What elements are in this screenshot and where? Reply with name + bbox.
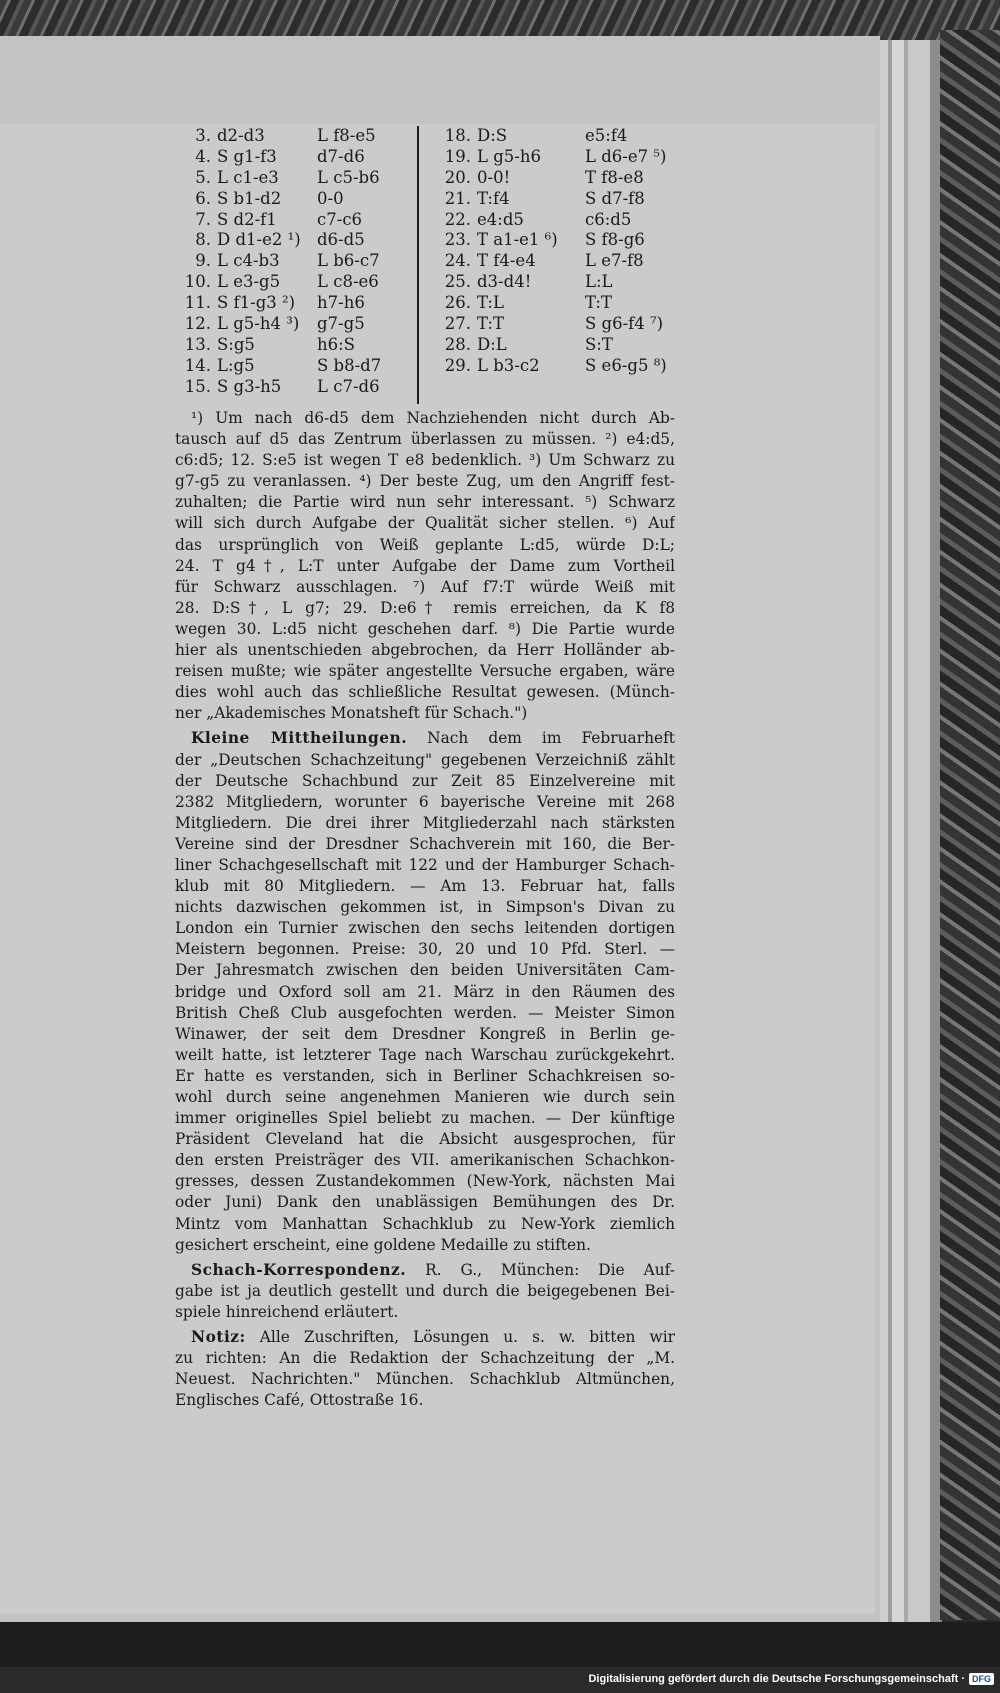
note-line: will sich durch Aufgabe der Qualität sicher stellen. ⁶) Auf	[175, 514, 675, 533]
white-move: T a1-e1 ⁶)	[477, 230, 558, 250]
white-move: L c4-b3	[217, 251, 280, 271]
correspondence-heading: Schach-Korrespondenz.	[191, 1260, 407, 1279]
correspondence-line: gabe ist ja deutlich gestellt und durch die beigegebenen Bei-	[175, 1281, 675, 1300]
white-move: D d1-e2 ¹)	[217, 230, 301, 250]
news-line: gresses, dessen Zustandekommen (New-York, nächsten Mai	[175, 1172, 675, 1191]
move-row	[175, 335, 417, 356]
black-move: c7-c6	[317, 209, 363, 229]
white-move: S:g5	[217, 334, 255, 354]
white-move: S b1-d2	[217, 188, 282, 208]
black-move: L d6-e7 ⁵)	[585, 146, 667, 166]
black-move: h6:S	[317, 334, 355, 354]
move-row	[425, 147, 665, 168]
white-move: L g5-h6	[477, 146, 541, 166]
white-move: L:g5	[217, 355, 255, 375]
news-line: Mintz vom Manhattan Schachklub zu New-York ziemlich	[175, 1214, 675, 1233]
move-number: 10.	[184, 272, 211, 292]
move-number: 20.	[444, 167, 471, 187]
moves-right-column	[425, 126, 665, 377]
notice-section	[175, 1327, 675, 1411]
page-edges	[880, 40, 942, 1622]
black-move: S b8-d7	[317, 355, 382, 375]
move-row	[425, 126, 665, 147]
white-move: 0-0!	[477, 167, 511, 187]
news-first-line	[175, 728, 675, 749]
white-move: L c1-e3	[217, 167, 279, 187]
move-number: 13.	[184, 334, 211, 354]
white-move: T f4-e4	[477, 251, 536, 271]
black-move: T f8-e8	[585, 167, 644, 187]
black-move: L b6-c7	[317, 251, 380, 271]
note-line: zuhalten; die Partie wird nun sehr interessant. ⁵) Schwarz	[175, 493, 675, 512]
notice-line: Englisches Café, Ottostraße 16.	[175, 1391, 424, 1410]
notice-line: Neuest. Nachrichten." München. Schachklub Altmünchen,	[175, 1370, 675, 1389]
move-row	[175, 272, 417, 293]
news-line: 2382 Mitgliedern, worunter 6 bayerische Vereine mit 268	[175, 792, 675, 811]
move-number: 18.	[444, 126, 471, 145]
news-line: weilt hatte, ist letzterer Tage nach Warschau zurückgekehrt.	[175, 1045, 675, 1064]
move-number: 24.	[444, 251, 471, 271]
black-move: S d7-f8	[585, 188, 645, 208]
move-number: 28.	[444, 334, 471, 354]
move-number: 14.	[184, 355, 211, 375]
move-number: 23.	[444, 230, 471, 250]
black-move: d7-d6	[317, 146, 365, 166]
news-line: Vereine sind der Dresdner Schachverein mit 160, die Ber-	[175, 834, 675, 853]
white-move: d2-d3	[217, 126, 265, 145]
black-move: S:T	[585, 334, 613, 354]
news-line: wohl durch seine angenehmen Manieren wie durch sein	[175, 1088, 675, 1106]
white-move: D:S	[477, 126, 508, 145]
move-number: 7.	[195, 209, 211, 229]
move-number: 8.	[195, 230, 211, 250]
black-move: L c7-d6	[317, 376, 380, 396]
move-table	[175, 126, 675, 404]
credit-text: Digitalisierung gefördert durch die Deutsche Forschungsgemeinschaft ·	[588, 1673, 965, 1685]
news-line: Er hatte es verstanden, sich in Berliner Schachkreisen so-	[175, 1066, 675, 1085]
move-row	[175, 377, 417, 398]
move-number: 21.	[444, 188, 471, 208]
news-heading: Kleine Mittheilungen.	[191, 729, 408, 748]
news-line: klub mit 80 Mitgliedern. — Am 13. Februar hat, falls	[175, 877, 675, 896]
note-line: 24. T g4†, L:T unter Aufgabe der Dame zum Vortheil	[175, 556, 675, 575]
move-row	[175, 251, 417, 272]
move-row	[175, 126, 417, 147]
black-move: e5:f4	[585, 126, 628, 145]
move-row	[175, 293, 417, 314]
move-number: 29.	[444, 355, 471, 375]
game-notes	[175, 408, 675, 724]
news-section	[175, 728, 675, 1255]
note-line: ner „Akademisches Monatsheft für Schach.")	[175, 704, 528, 723]
news-line: den ersten Preisträger des VII. amerikanischen Schachkon-	[175, 1151, 675, 1170]
book-cover-right	[940, 30, 1000, 1620]
move-number: 26.	[444, 293, 471, 313]
black-move: d6-d5	[317, 230, 365, 250]
move-row	[425, 210, 665, 231]
note-line: c6:d5; 12. S:e5 ist wegen T e8 bedenklich. ³) Um Schwarz zu	[175, 451, 675, 470]
move-row	[175, 314, 417, 335]
black-move: L c8-e6	[317, 272, 379, 292]
news-line: gesichert erscheint, eine goldene Medaille zu stiften.	[175, 1235, 591, 1254]
move-row	[175, 168, 417, 189]
news-line: oder Juni) Dank den unablässigen Bemühungen des Dr.	[175, 1193, 675, 1212]
note-line: 28. D:S†, L g7; 29. D:e6† remis erreichen, da K f8	[175, 598, 675, 617]
move-number: 12.	[184, 314, 211, 334]
black-move: 0-0	[317, 188, 344, 208]
move-number: 19.	[444, 146, 471, 166]
news-line: nichts dazwischen gekommen ist, in Simpson's Divan zu	[175, 898, 675, 917]
correspondence-first-line	[175, 1260, 675, 1281]
move-row	[425, 314, 665, 335]
black-move: S f8-g6	[585, 230, 645, 250]
move-row	[425, 272, 665, 293]
news-line: London ein Turnier zwischen den sechs leitenden dortigen	[175, 919, 675, 938]
black-move: L f8-e5	[317, 126, 376, 145]
note-line: reisen mußte; wie später angestellte Versuche ergaben, wäre	[175, 662, 675, 681]
move-row	[175, 210, 417, 231]
book-cover-bottom	[0, 1622, 1000, 1667]
page-text	[175, 126, 675, 1411]
black-move: S g6-f4 ⁷)	[585, 314, 664, 334]
move-row	[425, 230, 665, 251]
note-line: g7-g5 zu veranlassen. ⁴) Der beste Zug, um den Angriff fest-	[175, 472, 675, 491]
black-move: T:T	[585, 293, 612, 313]
move-number: 5.	[195, 167, 211, 187]
news-line: Winawer, der seit dem Dresdner Kongreß in Berlin ge-	[175, 1024, 675, 1043]
white-move: L e3-g5	[217, 272, 281, 292]
news-line: Präsident Cleveland hat die Absicht ausgesprochen, für	[175, 1130, 675, 1149]
move-number: 11.	[184, 293, 211, 313]
note-line: wegen 30. L:d5 nicht geschehen darf. ⁸) Die Partie wurde	[175, 619, 675, 638]
move-row	[175, 189, 417, 210]
move-row	[425, 356, 665, 377]
note-line: hier als unentschieden abgebrochen, da Herr Holländer ab-	[175, 641, 675, 660]
white-move: D:L	[477, 334, 507, 354]
news-line: British Cheß Club ausgefochten werden. — Meister Simon	[175, 1003, 675, 1022]
news-line: der „Deutschen Schachzeitung" gegebenen Verzeichniß zählt	[175, 750, 675, 769]
news-line: der Deutsche Schachbund zur Zeit 85 Einzelvereine mit	[175, 771, 675, 790]
correspondence-first-text: R. G., München: Die Auf-	[425, 1260, 675, 1279]
move-row	[425, 335, 665, 356]
black-move: c6:d5	[585, 209, 632, 229]
note-line: ¹) Um nach d6-d5 dem Nachziehenden nicht durch Ab-	[191, 409, 675, 427]
note-line: tausch auf d5 das Zentrum überlassen zu müssen. ²) e4:d5,	[175, 430, 675, 449]
black-move: h7-h6	[317, 293, 365, 313]
move-number: 25.	[444, 272, 471, 292]
notice-line: zu richten: An die Redaktion der Schachzeitung der „M.	[175, 1349, 675, 1368]
notice-first-line	[175, 1327, 675, 1348]
move-row	[425, 293, 665, 314]
black-move: L c5-b6	[317, 167, 380, 187]
news-line: liner Schachgesellschaft mit 122 und der Hamburger Schach-	[175, 855, 675, 874]
move-number: 15.	[184, 376, 211, 396]
news-line: Der Jahresmatch zwischen den beiden Universitäten Cam-	[175, 961, 675, 980]
black-move: L:L	[585, 272, 613, 292]
white-move: e4:d5	[477, 209, 524, 229]
white-move: L b3-c2	[477, 355, 540, 375]
white-move: S d2-f1	[217, 209, 277, 229]
white-move: S g3-h5	[217, 376, 282, 396]
notice-first-text: Alle Zuschriften, Lösungen u. s. w. bitten wir	[259, 1328, 675, 1347]
white-move: T:f4	[477, 188, 510, 208]
news-line: bridge und Oxford soll am 21. März in den Räumen des	[175, 982, 675, 1001]
dfg-logo: DFG	[969, 1673, 994, 1685]
news-line: Meistern begonnen. Preise: 30, 20 und 10 Pfd. Sterl. —	[175, 940, 675, 959]
correspondence-line: spiele hinreichend erläutert.	[175, 1302, 399, 1321]
white-move: d3-d4!	[477, 272, 532, 292]
news-line: Mitgliedern. Die drei ihrer Mitgliederzahl nach stärksten	[175, 813, 675, 832]
black-move: S e6-g5 ⁸)	[585, 355, 667, 375]
note-line: für Schwarz ausschlagen. ⁷) Auf f7:T würde Weiß mit	[175, 577, 675, 596]
move-number: 4.	[195, 146, 211, 166]
move-row	[175, 147, 417, 168]
white-move: S g1-f3	[217, 146, 277, 166]
news-first-text: Nach dem im Februarheft	[427, 729, 675, 748]
digitization-credit	[588, 1668, 994, 1690]
move-row	[425, 251, 665, 272]
move-number: 6.	[195, 188, 211, 208]
white-move: T:T	[477, 314, 504, 334]
move-number: 27.	[444, 314, 471, 334]
column-divider	[417, 126, 419, 404]
note-line: dies wohl auch das schließliche Resultat gewesen. (Münch-	[175, 683, 675, 702]
news-line: immer originelles Spiel beliebt zu machen. — Der künftige	[175, 1109, 675, 1128]
notice-heading: Notiz:	[191, 1328, 246, 1347]
black-move: g7-g5	[317, 314, 365, 334]
move-row	[175, 356, 417, 377]
move-number: 3.	[195, 126, 211, 145]
move-row	[425, 189, 665, 210]
white-move: S f1-g3 ²)	[217, 293, 296, 313]
move-number: 9.	[195, 251, 211, 271]
white-move: T:L	[477, 293, 504, 313]
white-move: L g5-h4 ³)	[217, 314, 300, 334]
moves-left-column	[175, 126, 417, 398]
note-line: das ursprünglich von Weiß geplante L:d5, würde D:L;	[175, 535, 675, 554]
black-move: L e7-f8	[585, 251, 644, 271]
move-row	[175, 230, 417, 251]
move-number: 22.	[444, 209, 471, 229]
correspondence-section	[175, 1260, 675, 1323]
move-row	[425, 168, 665, 189]
